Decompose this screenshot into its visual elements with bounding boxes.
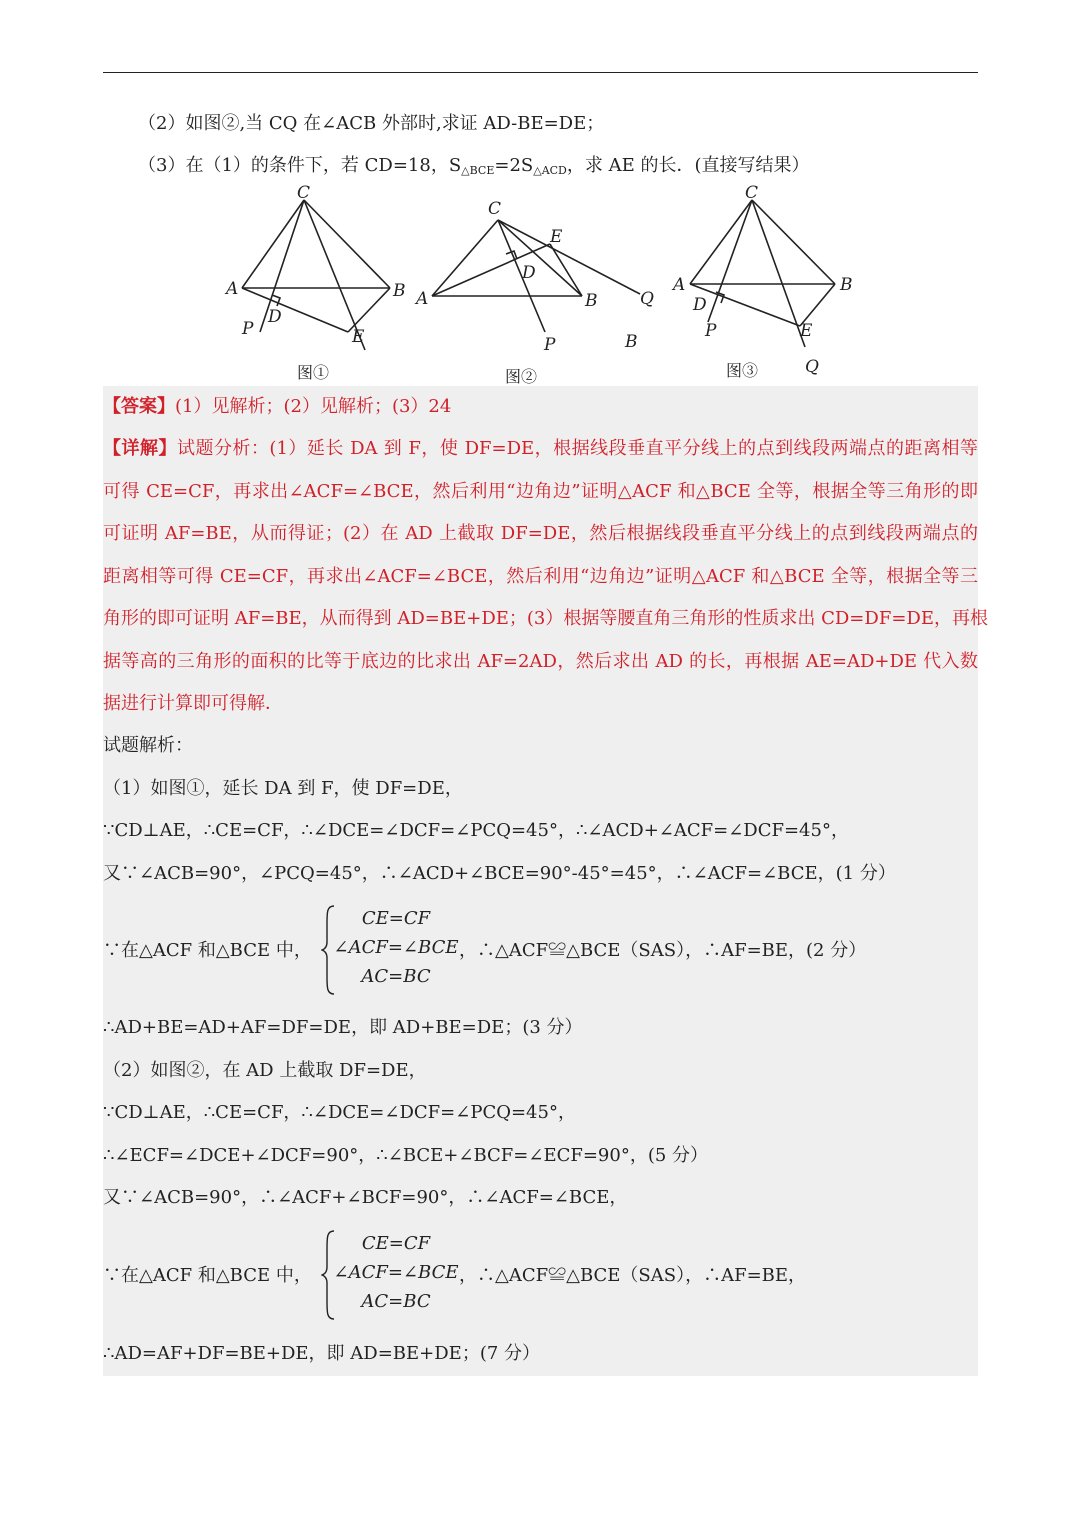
solution-part2-intro: （2）如图②，在 AD 上截取 DF=DE，: [103, 1060, 427, 1081]
detail-line-5: 角形的即可证明 AF=BE，从而得到 AD=BE+DE；(3）根据等腰直角三角形的性质求出 CD=DF=DE，再根: [103, 608, 988, 629]
fig1-caption: 图①: [297, 363, 330, 382]
fig2-label-a: A: [416, 289, 429, 309]
fig2-label-b: B: [585, 291, 598, 311]
system2-equations: [333, 1229, 459, 1316]
system1-prefix: ∵在△ACF 和△BCE 中，: [103, 940, 312, 961]
equation-system-2: [103, 1229, 978, 1325]
system2-eq1: CE=CF: [361, 1233, 431, 1254]
answer-section: [103, 386, 988, 1376]
fig2-label-q: Q: [640, 289, 654, 309]
fig1-label-e: E: [352, 327, 365, 347]
detail-line-1: 【详解】试题分析：(1）延长 DA 到 F，使 DF=DE，根据线段垂直平分线上的点到线段两端点的距离相等: [103, 438, 978, 459]
geometry-figures: [200, 182, 880, 387]
fig3-label-b: B: [840, 275, 853, 295]
fig3-label-c: C: [745, 183, 759, 203]
fig2-label-c: C: [488, 199, 502, 219]
fig2-label-d: D: [522, 263, 536, 283]
fig3-label-p: P: [705, 321, 717, 341]
fig1-label-c: C: [297, 183, 311, 203]
system2-prefix: ∵在△ACF 和△BCE 中，: [103, 1265, 312, 1286]
fig1-label-d: D: [268, 307, 282, 327]
solution-part1-line1: ∵CD⊥AE，∴CE=CF，∴∠DCE=∠DCF=∠PCQ=45°，∴∠ACD+∠ACF=∠DCF=45°，: [103, 820, 849, 841]
fig2-label-b-extra: B: [625, 332, 638, 352]
system2-eq2: ∠ACF=∠BCE: [333, 1262, 459, 1283]
fig2-label-e: E: [550, 227, 563, 247]
fig3-label-e: E: [800, 321, 813, 341]
system2-suffix: ，∴△ACF≌△BCE（SAS），∴AF=BE，: [459, 1265, 807, 1286]
detail-line-7: 据进行计算即可得解．: [103, 693, 283, 714]
fig3-caption: 图③: [726, 361, 759, 380]
system1-eq2: ∠ACF=∠BCE: [333, 937, 459, 958]
detail-line-4: 距离相等可得 CE=CF，再求出∠ACF=∠BCE，然后利用“边角边”证明△ACF 和△BCE 全等，根据全等三: [103, 566, 978, 587]
solution-part2-line3: 又∵∠ACB=90°，∴∠ACF+∠BCF=90°，∴∠ACF=∠BCE，: [103, 1187, 628, 1208]
detail-line-2: 可得 CE=CF，再求出∠ACF=∠BCE，然后利用“边角边”证明△ACF 和△BCE 全等，根据全等三角形的即: [103, 481, 978, 502]
fig2-caption: 图②: [505, 367, 538, 386]
fig1-label-b: B: [393, 281, 406, 301]
system2-eq3: AC=BC: [361, 1291, 431, 1312]
answer-line: 【答案】(1）见解析；(2）见解析；(3）24: [103, 396, 452, 417]
system1-suffix: ，∴△ACF≌△BCE（SAS），∴AF=BE，(2 分）: [459, 940, 867, 961]
header-rule: [103, 72, 978, 73]
equation-system-1: [103, 904, 978, 1000]
fig3-label-q: Q: [805, 357, 819, 377]
fig3-label-a: A: [673, 275, 686, 295]
figures-svg: [200, 182, 880, 387]
system1-eq1: CE=CF: [361, 908, 431, 929]
solution-part2-conclusion: ∴AD=AF+DF=BE+DE，即 AD=BE+DE；(7 分）: [103, 1343, 541, 1364]
solution-part2-line1: ∵CD⊥AE，∴CE=CF，∴∠DCE=∠DCF=∠PCQ=45°，: [103, 1102, 576, 1123]
system1-equations: [333, 904, 459, 991]
fig1-label-p: P: [242, 319, 254, 339]
fig1-label-a: A: [226, 279, 239, 299]
fig3-label-d: D: [693, 295, 707, 315]
solution-part1-intro: （1）如图①，延长 DA 到 F，使 DF=DE，: [103, 778, 463, 799]
question-3: （3）在（1）的条件下，若 CD=18，$S_{\triangle BCE}=2S_{\triangle ACD}$，求 AE 的长．(直接写结果）: [138, 155, 810, 177]
fig2-label-p: P: [544, 335, 556, 355]
detail-line-3: 可证明 AF=BE，从而得证；(2）在 AD 上截取 DF=DE，然后根据线段垂直平分线上的点到线段两端点的: [103, 523, 978, 544]
detail-line-6: 据等高的三角形的面积的比等于底边的比求出 AF=2AD，然后求出 AD 的长，再根据 AE=AD+DE 代入数: [103, 651, 978, 672]
question-2: （2）如图②,当 CQ 在∠ACB 外部时,求证 AD-BE=DE；: [138, 113, 605, 134]
solution-part2-line2: ∴∠ECF=∠DCE+∠DCF=90°，∴∠BCE+∠BCF=∠ECF=90°，(5 分）: [103, 1145, 709, 1166]
figure-2-lines: [432, 220, 640, 332]
system1-eq3: AC=BC: [361, 966, 431, 987]
figure-1-lines: [242, 200, 390, 350]
solution-heading: 试题解析：: [103, 735, 193, 756]
solution-part1-conclusion: ∴AD+BE=AD+AF=DF=DE，即 AD+BE=DE；(3 分）: [103, 1017, 583, 1038]
solution-part1-line2: 又∵∠ACB=90°，∠PCQ=45°，∴∠ACD+∠BCE=90°-45°=45°，∴∠ACF=∠BCE，(1 分）: [103, 863, 896, 884]
